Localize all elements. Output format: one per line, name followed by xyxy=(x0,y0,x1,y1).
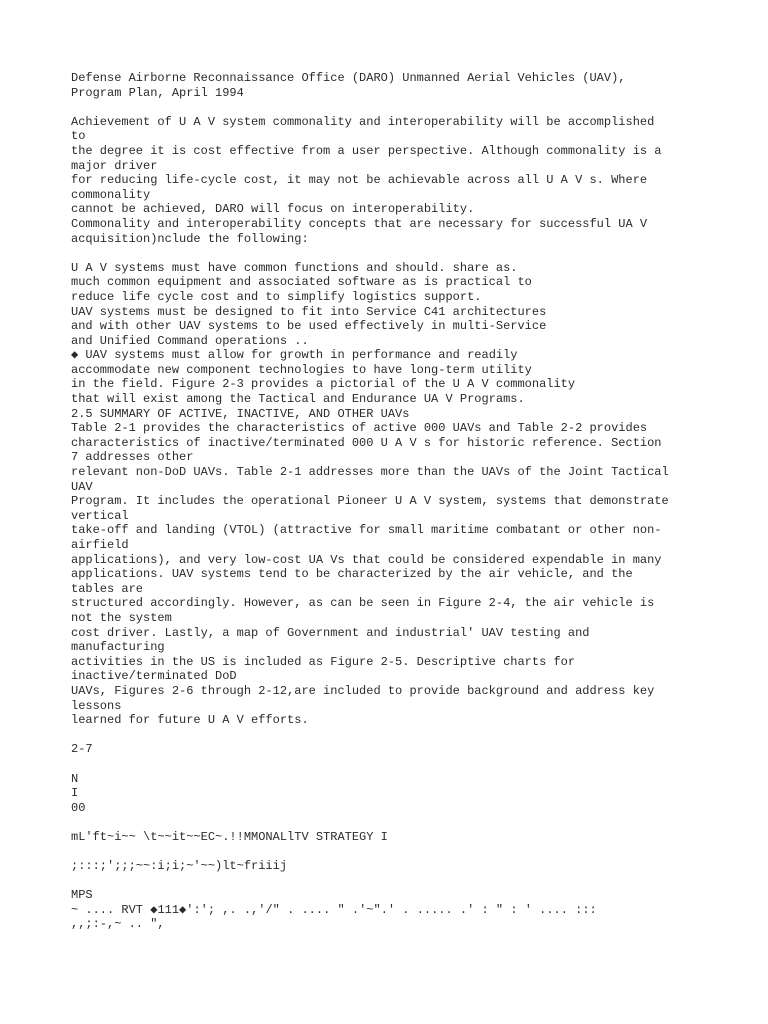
text-line: Table 2-1 provides the characteristics of active 000 UAVs and Table 2-2 provides xyxy=(71,421,648,436)
text-line: 2.5 SUMMARY OF ACTIVE, INACTIVE, AND OTHER UAVs xyxy=(71,406,410,421)
text-line xyxy=(71,844,761,859)
text-line: inactive/terminated DoD xyxy=(71,669,237,684)
text-line: in the field. Figure 2-3 provides a pictorial of the U A V commonality xyxy=(71,377,576,392)
text-line xyxy=(71,246,761,261)
text-line: 2-7 xyxy=(71,742,93,757)
text-line: Program. It includes the operational Pioneer U A V system, systems that demonstrate xyxy=(71,494,669,509)
text-line: reduce life cycle cost and to simplify logistics support. xyxy=(71,289,482,304)
text-line: N xyxy=(71,771,79,786)
text-line: the degree it is cost effective from a user perspective. Although commonality is a xyxy=(71,143,662,158)
text-line: Defense Airborne Reconnaissance Office (DARO) Unmanned Aerial Vehicles (UAV), xyxy=(71,71,626,85)
text-line xyxy=(71,728,761,743)
text-line xyxy=(71,815,761,830)
document-text xyxy=(71,71,761,932)
text-line: applications. UAV systems tend to be characterized by the air vehicle, and the xyxy=(71,567,633,582)
text-line: UAV xyxy=(71,479,93,494)
text-line: learned for future U A V efforts. xyxy=(71,713,309,728)
text-line: UAV systems must be designed to fit into Service C41 architectures xyxy=(71,304,547,319)
text-line: for reducing life-cycle cost, it may not be achievable across all U A V s. Where xyxy=(71,173,648,188)
text-line: tables are xyxy=(71,581,144,596)
text-line: not the system xyxy=(71,610,172,625)
text-line: ;:::;';;;~~:i;i;~'~~)lt~friiij xyxy=(71,859,288,874)
text-line: I xyxy=(71,786,79,801)
text-line: U A V systems must have common functions and should. share as. xyxy=(71,260,518,275)
text-line: accommodate new component technologies to have long-term utility xyxy=(71,362,532,377)
text-line: manufacturing xyxy=(71,640,165,655)
text-line: ◆ UAV systems must allow for growth in performance and readily xyxy=(71,348,518,363)
text-line: cost driver. Lastly, a map of Government and industrial' UAV testing and xyxy=(71,625,590,640)
text-line: much common equipment and associated software as is practical to xyxy=(71,275,532,290)
text-line: major driver xyxy=(71,158,158,173)
text-line xyxy=(71,100,761,115)
text-line: UAVs, Figures 2-6 through 2-12,are included to provide background and address key xyxy=(71,683,655,698)
text-line: vertical xyxy=(71,508,129,523)
text-line: acquisition)nclude the following: xyxy=(71,231,309,246)
text-line: Commonality and interoperability concepts that are necessary for successful UA V xyxy=(71,216,648,231)
text-line: that will exist among the Tactical and Endurance UA V Programs. xyxy=(71,392,525,407)
text-line: MPS xyxy=(71,888,93,903)
text-line: relevant non-DoD UAVs. Table 2-1 addresses more than the UAVs of the Joint Tactical xyxy=(71,465,669,480)
text-line: 7 addresses other xyxy=(71,450,194,465)
text-line: ~ .... RVT ◆111◆':'; ,. .,'/" . .... " .'~".' . ..... .' : " : ' .... ::: xyxy=(71,902,597,917)
text-line: commonality xyxy=(71,187,151,202)
text-line: applications), and very low-cost UA Vs that could be considered expendable in many xyxy=(71,552,662,567)
text-line xyxy=(71,757,761,772)
text-line: activities in the US is included as Figure 2-5. Descriptive charts for xyxy=(71,654,576,669)
text-line xyxy=(71,874,761,889)
text-line: ,,;:-,~ .. ", xyxy=(71,917,165,932)
text-line: mL'ft~i~~ \t~~it~~EC~.!!MMONALlTV STRATEGY I xyxy=(71,829,388,844)
text-line: airfield xyxy=(71,538,129,552)
text-line: take-off and landing (VTOL) (attractive for small maritime combatant or other non- xyxy=(71,523,662,538)
text-line: lessons xyxy=(71,698,122,713)
text-line: Achievement of U A V system commonality and interoperability will be accomplished xyxy=(71,114,655,129)
text-line: to xyxy=(71,129,86,144)
text-line: Program Plan, April 1994 xyxy=(71,85,244,100)
text-line: characteristics of inactive/terminated 000 U A V s for historic reference. Section xyxy=(71,435,662,450)
text-line: cannot be achieved, DARO will focus on interoperability. xyxy=(71,202,475,217)
text-line: and with other UAV systems to be used effectively in multi-Service xyxy=(71,319,547,334)
text-line: 00 xyxy=(71,800,86,815)
text-line: and Unified Command operations .. xyxy=(71,333,309,348)
text-line: structured accordingly. However, as can be seen in Figure 2-4, the air vehicle is xyxy=(71,596,655,611)
